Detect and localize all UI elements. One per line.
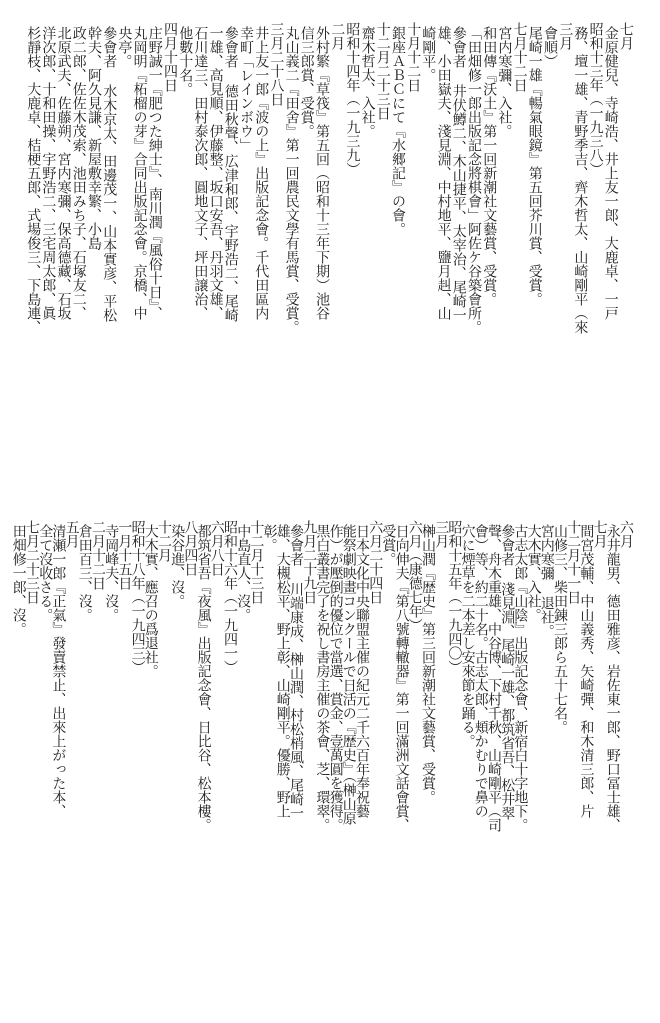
lower-text-block <box>0 520 660 1000</box>
text-line: 庄野誠一『肥つた紳士』、南川潤『風俗十日』、 <box>146 26 163 320</box>
text-line: 幸町「レインボウ」 <box>238 26 254 152</box>
date-heading: 四月十四日 <box>162 22 178 92</box>
date-heading: 三月 <box>433 520 450 548</box>
date-heading: 七月十二日 <box>511 22 528 92</box>
text-line: 參會者 水木京太、田邊茂一、山本實彦、平松 <box>101 26 118 322</box>
text-line: 央亭。 <box>116 26 133 68</box>
text-line: 「田畑修一郎出版記念將棋會」阿佐ケ谷築會所。 <box>466 26 482 334</box>
text-line: 雄、大槻松平、野上彰、山崎剛平。優勝、野上 <box>274 524 291 818</box>
text-line: 會順） <box>542 26 558 68</box>
date-heading: 二月十二日 <box>90 520 106 590</box>
text-line: 間宮茂輔、中山義秀、矢崎彈、和木清三郎、片 <box>578 524 595 818</box>
text-line: 作）が壓倒的優位で當選、賞金、壹萬圓を獲得。 <box>327 524 344 832</box>
date-heading: 六月八日 <box>208 520 225 576</box>
text-line: 參會者 德田秋聲、広津和郎、宇野浩二、尾崎 <box>222 26 239 322</box>
date-heading: 十二月十三日 <box>248 520 265 604</box>
text-line: 丸山義二『田舍』第一回農民文學有馬賞、受賞。 <box>283 26 300 334</box>
text-line: 清瀬一郎『正氣』發賣禁止、出來上がった本、 <box>50 524 67 818</box>
date-heading: 十月十二日 <box>405 22 422 92</box>
text-line: 古志太郎『山陰』出版記念會、新宿白十字地下。 <box>512 524 529 832</box>
upper-text-block <box>0 22 660 502</box>
text-line: 穴に煙草を二本差し安來節を踊る。 <box>459 524 476 748</box>
text-line: 信三郎賞、受賞。 <box>298 26 315 138</box>
date-heading: 七月 <box>618 22 634 50</box>
text-line: 都筑省吾『夜風』出版記念會、日比谷、松本樓。 <box>195 524 212 832</box>
text-line: 石川達三、田村泰次郎、圓地文子、坪田譲治、 <box>192 26 209 320</box>
text-line: 日本文化中央聯盟主催の紀元二千六百年奉祝藝 <box>354 524 370 818</box>
text-line: 參會者 淺見淵、尾崎一雄、都筑省吾、松井翠 <box>499 524 516 820</box>
text-line: 染谷進、沒。 <box>169 524 186 608</box>
date-heading: 七月 <box>591 520 608 548</box>
text-line: 外村繁『草筏』第五回（昭和十三年下期）池谷 <box>314 26 330 320</box>
text-line: 北原武夫、佐藤朔、宮内寒彌、保高德藏、石坂 <box>55 26 72 320</box>
text-line: 黒白叢書完了を祝し書房主催の茶會、芝、環翠。 <box>314 524 331 832</box>
date-heading: 一月十五日 <box>116 520 133 590</box>
date-heading: 六月二十四日 <box>367 520 384 604</box>
text-line: 幹夫、阿久見謙、新屋敷幸繁、小島 <box>86 26 102 250</box>
date-heading: 八月四日 <box>182 520 199 576</box>
date-heading: 十二月二十三日 <box>374 22 391 120</box>
date-heading: 昭和十四年（一九三九） <box>344 22 361 176</box>
text-line: 他數十名。 <box>177 26 194 96</box>
date-heading: 九月二十九日 <box>301 520 318 604</box>
text-line: 會）等、約二十名。古志太郎、頬かむりで鼻の <box>472 524 489 818</box>
text-line: 中島直人、沒。 <box>235 524 252 622</box>
date-heading: 六月（康德七年） <box>406 520 423 632</box>
date-heading: 昭和十五年（一九四〇） <box>446 520 463 674</box>
text-line: 和田傳『沃土』第一回新潮社文藝賞、受賞。 <box>481 26 498 306</box>
text-line: 政二郎、佐佐木茂索、池田みち子、石塚友二、 <box>70 26 87 320</box>
text-line: 受賞。 <box>380 524 397 566</box>
text-line: 崎剛平。 <box>420 26 437 82</box>
text-line: 務、壇一雄、青野季吉、齊木哲太、山崎剛平（來 <box>572 26 589 334</box>
date-heading: 昭和十八年（一九四三） <box>129 520 146 674</box>
text-line: 倉田百三、沒。 <box>76 524 93 622</box>
text-line: 全て沒收さる。 <box>37 524 54 622</box>
date-heading: 三月 <box>557 22 574 50</box>
date-heading: 五月 <box>63 520 80 548</box>
date-heading: 十二月十一日 <box>565 520 582 604</box>
text-line: 杉靜枝、大鹿卓、桔梗五郎、式場俊三、下島連、 <box>25 26 42 334</box>
text-line: 一雄、高見順、伊藤整、坂口安吾、丹羽文雄、 <box>207 26 224 320</box>
text-line: 參會者 井伏鱒二、木山捷平、太宰治、尾崎一 <box>450 26 467 322</box>
text-line: 永井龍男、德田雅彦、岩佐東一郎、野口冨士雄、 <box>604 524 621 832</box>
date-heading: 昭和十三年（一九三八） <box>587 22 604 176</box>
text-line: 參會者 川端康成、榊山潤、村松梢風、尾崎一 <box>288 524 304 820</box>
date-heading: 七月二十三日 <box>24 520 40 604</box>
text-line: 大木實、入社。 <box>525 524 542 622</box>
text-line: 銀座ＡＢＣにて『水郷記』の會。 <box>390 26 406 236</box>
text-line: 山修三、柴田錬三郎ら五十七名。 <box>552 524 568 734</box>
text-line: 雄、小田嶽夫、淺見淵、中村地平、鹽月赳、山 <box>435 26 452 320</box>
text-line: 丸岡明『柘榴の芽』合同出版記念會。京橋、中 <box>131 26 148 320</box>
text-line: 金原健兒、寺崎浩、井上友一郎、大鹿卓、一戸 <box>602 26 619 320</box>
text-line: 榊山潤『歴史』第三回新潮社文藝賞、受賞。 <box>420 524 436 804</box>
text-line: 井上友一郎『波の上』出版記念會。千代田區内 <box>253 26 270 320</box>
text-line: 彰。 <box>261 524 278 552</box>
date-heading: 昭和十六年（一九四一） <box>222 520 238 674</box>
text-line: 田畑修一郎、沒。 <box>10 524 27 636</box>
text-line: 宮内寒彌、入社。 <box>496 26 513 138</box>
text-line: 聲、舟木重雄、中谷博、下村千秋、山崎剛平（司 <box>486 524 502 832</box>
text-line: 日向伸夫『第八號轉轍器』第一回滿洲文話會賞、 <box>393 524 410 832</box>
text-line: 能祭劇映畫コンクールで日活の『歴史』（榊山原 <box>340 524 357 825</box>
date-heading: 二月 <box>329 22 346 50</box>
text-line: 寺岡峰夫、沒。 <box>103 524 120 622</box>
text-line: 宮内寒彌 退社。 <box>538 524 555 638</box>
date-heading: 六月 <box>618 520 634 548</box>
text-line: 尾崎一雄『暢氣眼鏡』第五回芥川賞、受賞。 <box>526 26 543 306</box>
date-heading: 三月二十八日 <box>268 22 285 106</box>
text-line: 洋次郎、十和田操、宇野浩二、三宅周太郎、眞 <box>40 26 57 320</box>
text-line: 大木實、應召の爲退社。 <box>142 524 159 678</box>
text-line: 齋木哲太、入社。 <box>359 26 376 138</box>
date-heading: 十二月 <box>156 520 172 562</box>
